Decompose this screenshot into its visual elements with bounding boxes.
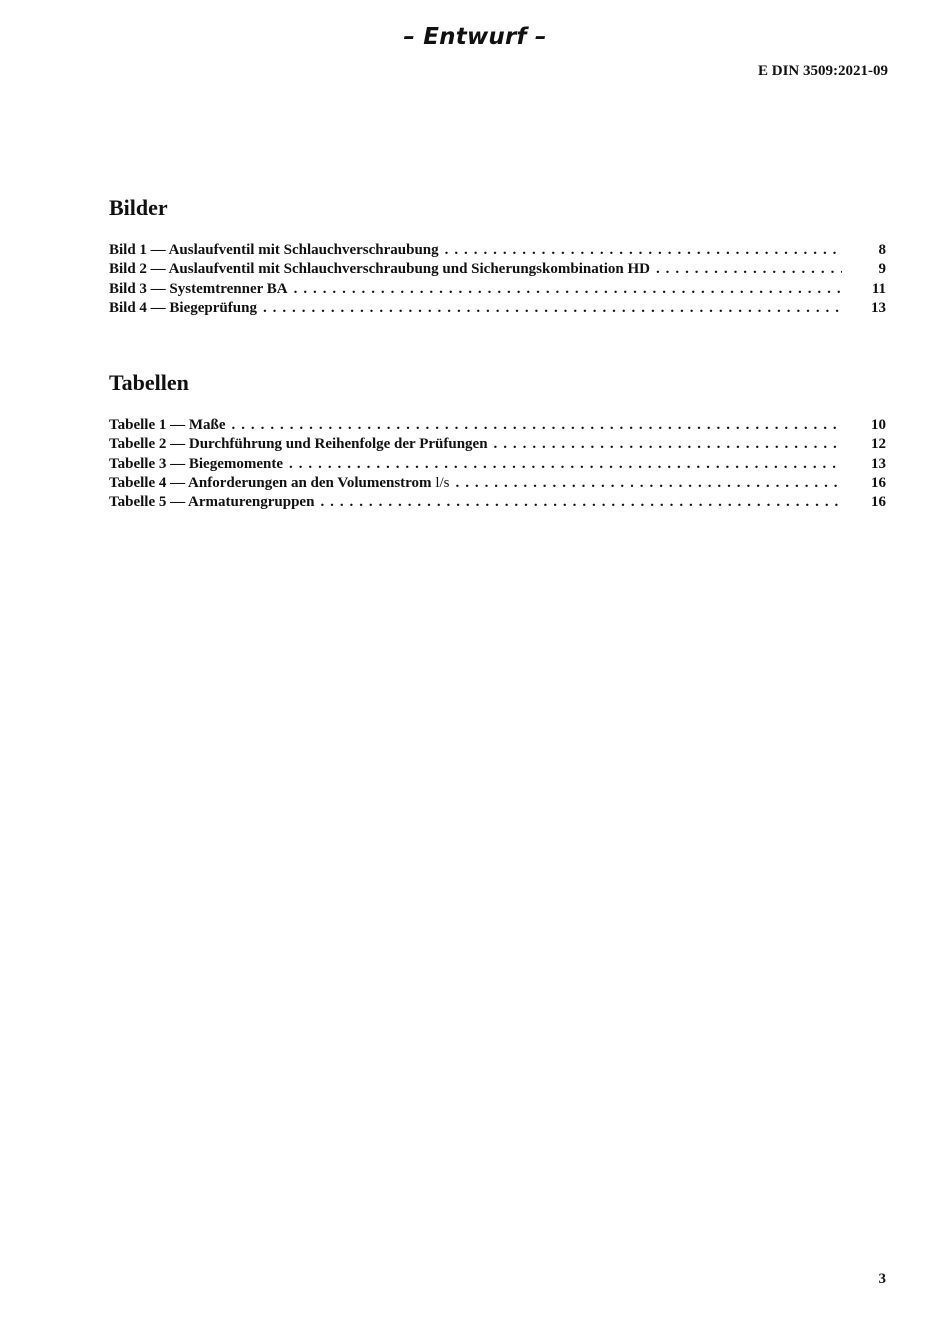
toc-entry-label: Tabelle 4 — Anforderungen an den Volumenstrom <box>109 474 432 491</box>
figures-heading: Bilder <box>109 195 168 220</box>
toc-entry-label: Bild 1 — Auslaufventil mit Schlauchverschraubung <box>109 241 445 260</box>
toc-entry-figure-2[interactable] <box>109 260 886 279</box>
unit-label: l/s <box>435 474 450 491</box>
toc-entry-table-4[interactable] <box>109 474 886 493</box>
toc-entry-table-2[interactable] <box>109 435 886 454</box>
toc-entry-page: 13 <box>871 299 886 316</box>
figures-list <box>109 241 886 318</box>
toc-entry-label: Tabelle 3 — Biegemomente <box>109 455 289 474</box>
dot-leader <box>289 455 842 474</box>
tables-list <box>109 416 886 512</box>
dot-leader <box>445 241 842 260</box>
toc-entry-page: 16 <box>871 474 886 491</box>
toc-entry-table-5[interactable] <box>109 493 886 512</box>
toc-entry-table-3[interactable] <box>109 455 886 474</box>
toc-entry-label: Bild 4 — Biegeprüfung <box>109 299 263 318</box>
toc-entry-figure-1[interactable] <box>109 241 886 260</box>
toc-entry-figure-3[interactable] <box>109 280 886 299</box>
toc-entry-figure-4[interactable] <box>109 299 886 318</box>
tables-section <box>109 369 886 512</box>
toc-entry-page: 16 <box>871 494 886 511</box>
toc-entry-page: 10 <box>871 417 886 433</box>
toc-entry-label-wrapper <box>109 474 456 493</box>
page-number: 3 <box>878 1271 886 1287</box>
document-id: E DIN 3509:2021-09 <box>758 63 888 79</box>
toc-entry-table-1[interactable] <box>109 416 886 435</box>
dot-leader <box>294 280 842 299</box>
dot-leader <box>263 299 842 318</box>
dot-leader <box>656 260 842 279</box>
draft-label: – Entwurf – <box>403 24 547 50</box>
tables-heading: Tabellen <box>109 370 189 395</box>
dot-leader <box>494 435 842 454</box>
figures-section <box>109 194 886 318</box>
toc-entry-page: 13 <box>871 455 886 472</box>
toc-entry-label: Bild 3 — Systemtrenner BA <box>109 280 294 299</box>
toc-entry-label: Bild 2 — Auslaufventil mit Schlauchverschraubung und Sicherungskombination HD <box>109 260 656 279</box>
dot-leader <box>456 474 843 493</box>
toc-entry-page: 8 <box>878 242 886 258</box>
toc-entry-label: Tabelle 5 — Armaturengruppen <box>109 493 320 512</box>
toc-entry-label: Tabelle 2 — Durchführung und Reihenfolge der Prüfungen <box>109 435 494 454</box>
dot-leader <box>232 416 842 435</box>
toc-entry-page: 11 <box>871 280 886 297</box>
dot-leader <box>320 493 842 512</box>
toc-entry-page: 12 <box>871 436 886 453</box>
toc-entry-page: 9 <box>878 261 886 278</box>
toc-entry-label: Tabelle 1 — Maße <box>109 416 232 435</box>
